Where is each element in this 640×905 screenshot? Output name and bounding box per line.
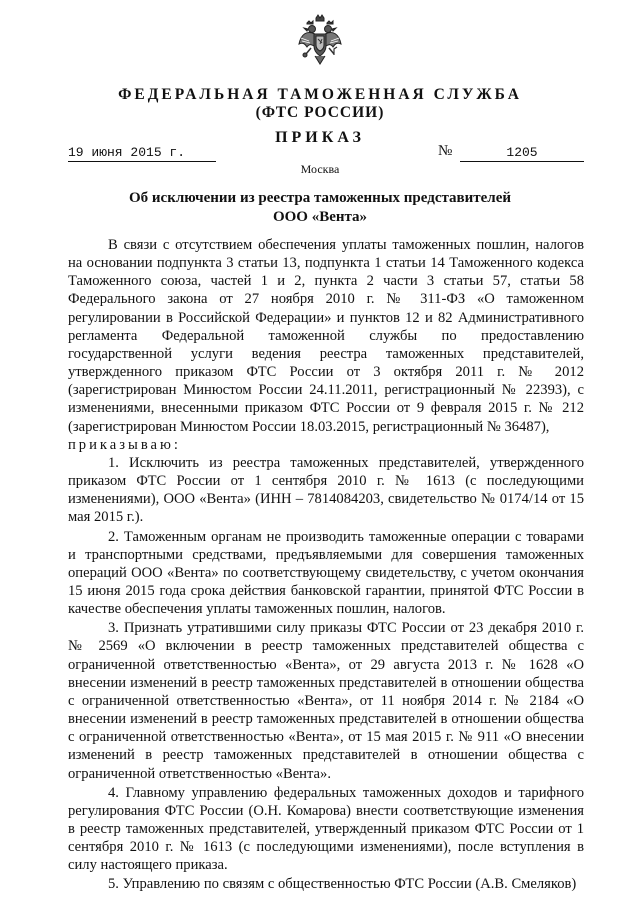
coat-of-arms-emblem bbox=[297, 14, 343, 66]
organization-abbreviation: (ФТС РОССИИ) bbox=[255, 104, 385, 121]
order-item-2: 2. Таможенным органам не производить таможенные операции с товарами и транспортными средствами, предъявляемыми для совершения таможенных операций ООО «Вента» по соответствующему свидетельству, с учетом окончания 15 июня 2015 года срока действия банковской гарантии, принятой ФТС России в качестве обеспечения уплаты таможенных пошлин, налогов. bbox=[68, 528, 584, 618]
order-word: приказываю: bbox=[68, 436, 181, 453]
subject-line-1: Об исключении из реестра таможенных представителей bbox=[128, 190, 512, 206]
order-item-5: 5. Управлению по связям с общественностью ФТС России (А.В. Смеляков) bbox=[108, 876, 577, 893]
order-number: 1205 bbox=[460, 145, 584, 162]
city-label: Москва bbox=[300, 162, 340, 176]
order-date: 19 июня 2015 г. bbox=[68, 145, 216, 162]
order-item-3: 3. Признать утратившими силу приказы ФТС России от 23 декабря 2010 г. № 2569 «О включении в реестр таможенных представителей общества с ограниченной ответственностью «Вента», от 29 августа 2013 г. № 1628 «О внесении изменений в реестр таможенных представителей в отношении общества с ограниченной ответственностью «Вента», от 11 ноября 2014 г. № 2184 «О внесении изменений в реестр таможенных представителей в отношении общества с ограниченной ответственностью «Вента», от 15 мая 2015 г. № 911 «О внесении изменений в реестр таможенных представителей в отношении общества с ограниченной ответственностью «Вента». bbox=[68, 620, 584, 782]
order-subject bbox=[0, 189, 640, 227]
document-type-title: ПРИКАЗ bbox=[275, 129, 365, 146]
number-sign: № bbox=[438, 143, 453, 159]
document-body bbox=[68, 236, 584, 894]
organization-name: ФЕДЕРАЛЬНАЯ ТАМОЖЕННАЯ СЛУЖБА bbox=[118, 86, 522, 103]
order-item-1: 1. Исключить из реестра таможенных представителей, утвержденного приказом ФТС России от 1 сентября 2010 г. № 1613 (с последующими изменениями), ООО «Вента» (ИНН – 7814084203, свидетельство № 0174/14 от 15 мая 2015 г.). bbox=[68, 454, 584, 526]
order-item-4: 4. Главному управлению федеральных таможенных доходов и тарифного регулирования ФТС России (О.Н. Комарова) внести соответствующие изменения в реестр таможенных представителей, утвержденный приказом ФТС России от 1 сентября 2010 г. № 1613 (с последующими изменениями), после вступления в силу настоящего приказа. bbox=[68, 784, 584, 874]
subject-line-2: ООО «Вента» bbox=[272, 209, 368, 225]
preamble-paragraph: В связи с отсутствием обеспечения уплаты таможенных пошлин, налогов на основании подпункта 3 статьи 13, подпункта 1 статьи 14 Таможенного кодекса Таможенного союза, частей 1 и 2, пункта 2 части 3 статьи 57, статьи 58 Федерального закона от 27 ноября 2010 г. № 311-ФЗ «О таможенном регулировании в Российской Федерации» и пунктов 12 и 82 Административного регламента Федеральной таможенной службы по предоставлению государственной услуги ведения реестра таможенных представителей, утвержденного приказом ФТС России от 3 октября 2011 г. № 2012 (зарегистрирован Минюстом России 24.11.2011, регистрационный № 22393), с изменениями, внесенными приказом ФТС России от 9 февраля 2015 г. № 212 (зарегистрирован Минюстом России 18.03.2015, регистрационный № 36487), bbox=[68, 237, 584, 435]
